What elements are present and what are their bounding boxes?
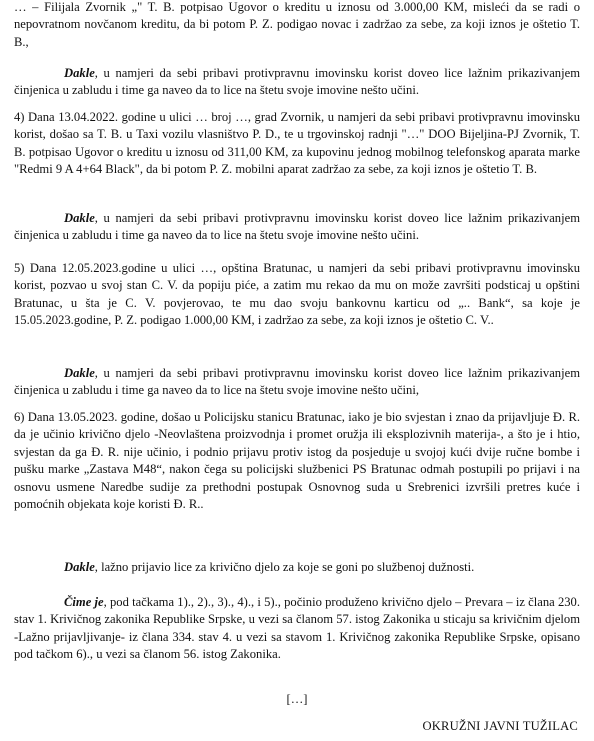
dakle-label: Dakle	[64, 560, 95, 574]
paragraph-dakle-false-report	[14, 559, 580, 576]
paragraph-dakle-1	[14, 65, 580, 100]
paragraph-legal-qualification	[14, 594, 580, 664]
paragraph-item-5: 5) Dana 12.05.2023.godine u ulici …, opština Bratunac, u namjeri da sebi pribavi protivpravnu imovinsku korist, pozvao u svoj stan C. V. da popiju piće, a zatim mu rekao da mu on može završiti podsticaj u opštini Bratunac, u šta je C. V. povjerovao, te mu dao svoju bankovnu karticu od „.. Bank“, sa koje je 15.05.2023.godine, P. Z. podigao 1.000,00 KM, i zadržao za sebe, za koji iznos je oštetio C. V..	[14, 261, 580, 328]
paragraph-item-6: 6) Dana 13.05.2023. godine, došao u Policijsku stanicu Bratunac, iako je bio svjestan i znao da prijavljuje Đ. R. da je učinio krivično djelo -Neovlaštena proizvodnja i promet oružja ili eksplozivnih materija-, a što je i htio, svjestan da ga Đ. R. nije učinio, i podnio prijavu protiv istog da posjeduje u svojoj kući dvije ručne bombe i pušku marke „Zastava M48“, nakon čega su policijski službenici PS Bratunac odmah postupili po prijavi i na osnovu usmene Naredbe sudije za prethodni postupak Osnovnog suda u Srebrenici izvršili pretres kuće i pomoćnih objekata koje koristi Đ. R..	[14, 410, 580, 512]
paragraph-intro: … – Filijala Zvornik „" T. B. potpisao Ugovor o kreditu u iznosu od 3.000,00 KM, misleći da se radi o nepovratnom novčanom kreditu, da bi potom P. Z. podigao novac i zadržao za sebe, za koji iznos je oštetio T. B.,	[14, 0, 580, 49]
dakle-label: Dakle	[64, 366, 95, 380]
false-report-text: , lažno prijavio lice za krivično djelo za koje se goni po službenoj dužnosti.	[94, 560, 475, 574]
dakle-text: , u namjeri da sebi pribavi protivpravnu imovinsku korist doveo lice lažnim prikazivanjem činjenica u zabludu i time ga naveo da to lice na štetu svoje imovine nešto učini.	[14, 66, 580, 98]
cime-label: Čime je	[64, 595, 104, 609]
signature-title: OKRUŽNI JAVNI TUŽILAC	[422, 719, 578, 733]
dakle-label: Dakle	[64, 66, 95, 80]
dakle-label: Dakle	[64, 211, 95, 225]
paragraph-item-4: 4) Dana 13.04.2022. godine u ulici … broj …, grad Zvornik, u namjeri da sebi pribavi protivpravnu imovinsku korist, došao sa T. B. u Taxi vozilu vlasništvo P. D., te u trgovinskoj radnji "…" DOO Bijeljina-PJ Zvornik, T. B. potpisao Ugovor o kreditu u iznosu od 311,00 KM, za kupovinu jednog mobilnog telefonskog aparata marke "Redmi 9 A 4+64 Black", da bi potom P. Z. mobilni aparat zadržao za sebe, za koji iznos je oštetio T. B.	[14, 110, 580, 177]
paragraph-dakle-2	[14, 210, 580, 245]
dakle-text: , u namjeri da sebi pribavi protivpravnu imovinsku korist doveo lice lažnim prikazivanjem činjenica u zabludu i time ga naveo da to lice na štetu svoje imovine nešto učini.	[14, 211, 580, 243]
dakle-text: , u namjeri da sebi pribavi protivpravnu imovinsku korist doveo lice lažnim prikazivanjem činjenica u zabludu i time ga naveo da to lice na štetu svoje imovine nešto učini,	[14, 366, 580, 398]
paragraph-dakle-3	[14, 365, 580, 400]
legal-qualification-text: , pod tačkama 1)., 2)., 3)., 4)., i 5)., počinio produženo krivično djelo – Prevara – iz člana 230. stav 1. Krivičnog zakonika Republike Srpske, u vezi sa članom 57. istog Zakonika u sticaju sa krivičnim djelom -Lažno prijavljivanje- iz člana 334. stav 4. u vezi sa stavom 1. Krivičnog zakonika Republike Srpske, opisano pod tačkom 6)., u vezi sa članom 56. istog Zakonika.	[14, 595, 580, 662]
omission-marker: […]	[286, 692, 308, 706]
